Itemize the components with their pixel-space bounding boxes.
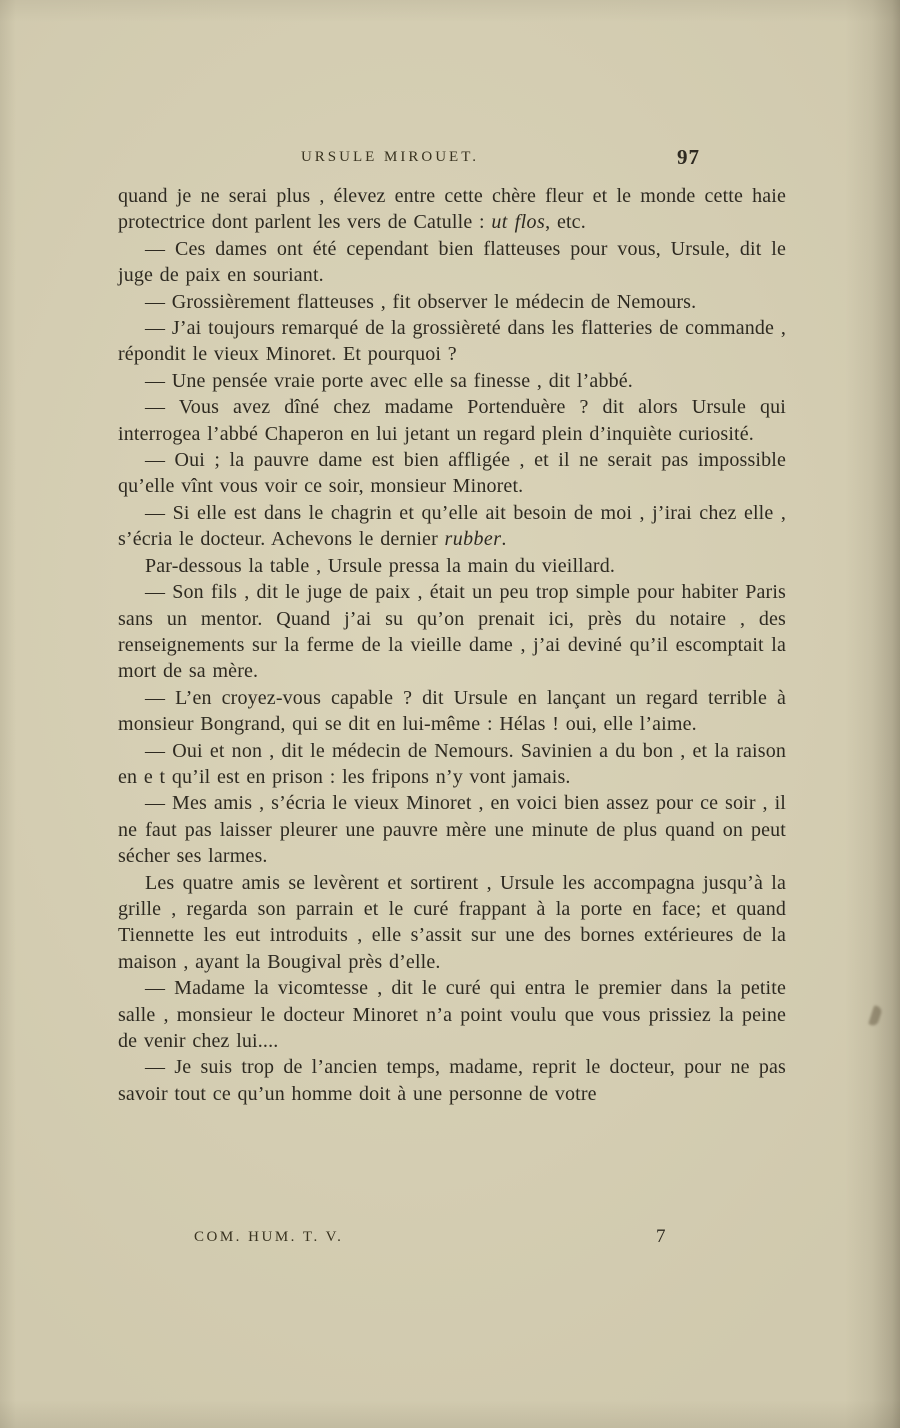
text-run: — J’ai toujours remarqué de la grossièreté dans les flatteries de commande , répondit le vieux Minoret. Et pourquoi ? xyxy=(118,317,786,366)
paragraph xyxy=(118,447,786,500)
text-run: Les quatre amis se levèrent et sortirent , Ursule les accompagna jusqu’à la grille , regarda son parrain et le curé frappant à la porte en face; et quand Tiennette les eut introduits , elle s’assit sur une des bornes extérieures de la maison , ayant la Bougival près d’elle. xyxy=(118,871,786,973)
paragraph xyxy=(118,553,786,579)
page-header xyxy=(118,145,786,181)
paragraph xyxy=(118,1054,786,1107)
paragraph xyxy=(118,368,786,394)
paragraph xyxy=(118,315,786,368)
printer-signature: COM. HUM. T. V. xyxy=(194,1229,344,1245)
paragraph xyxy=(118,394,786,447)
text-run: ut flos xyxy=(491,211,546,234)
page-number: 97 xyxy=(677,145,700,169)
text-run: . xyxy=(501,528,507,551)
page-footer xyxy=(118,1226,786,1256)
text-run: — Oui ; la pauvre dame est bien affligée , et il ne serait pas impossible qu’elle vînt vous voir ce soir, monsieur Minoret. xyxy=(118,449,786,498)
text-run: , etc. xyxy=(545,211,586,234)
paragraph xyxy=(118,790,786,869)
paragraph xyxy=(118,685,786,738)
text-run: — Je suis trop de l’ancien temps, madame, reprit le docteur, pour ne pas savoir tout ce qu’un homme doit à une personne de votre xyxy=(118,1056,786,1105)
running-title: URSULE MIROUET. xyxy=(300,149,480,165)
text-run: — Grossièrement flatteuses , fit observer le médecin de Nemours. xyxy=(145,290,697,313)
text-run: — Oui et non , dit le médecin de Nemours. Savinien a du bon , et la raison en e t qu’il est en prison : les fripons n’y vont jamais. xyxy=(118,739,786,788)
text-run: quand je ne serai plus , élevez entre cette chère fleur et le monde cette haie protectrice dont parlent les vers de Catulle : xyxy=(118,185,786,234)
paragraph xyxy=(118,579,786,685)
paragraph xyxy=(118,500,786,553)
paragraph xyxy=(118,738,786,791)
paragraph xyxy=(118,975,786,1054)
text-run: — Son fils , dit le juge de paix , était un peu trop simple pour habiter Paris sans un mentor. Quand j’ai su qu’on prenait ici, près du notaire , des renseignements sur la ferme de la vieille dame , j’ai deviné qu’il escomptait la mort de sa mère. xyxy=(118,581,786,683)
text-run: — Mes amis , s’écria le vieux Minoret , en voici bien assez pour ce soir , il ne faut pas laisser pleurer une pauvre mère une minute de plus quand on peut sécher ses larmes. xyxy=(118,792,786,868)
sheet-number: 7 xyxy=(656,1226,666,1247)
text-run: — Si elle est dans le chagrin et qu’elle ait besoin de moi , j’irai chez elle , s’écria le docteur. Achevons le dernier xyxy=(118,501,786,551)
page-body xyxy=(118,183,786,1107)
text-run: — Madame la vicomtesse , dit le curé qui entra le premier dans la petite salle , monsieur le docteur Minoret n’a point voulu que vous prissiez la peine de venir chez lui.... xyxy=(118,977,786,1052)
text-run: Par-dessous la table , Ursule pressa la main du vieillard. xyxy=(145,554,616,577)
text-run: — L’en croyez-vous capable ? dit Ursule en lançant un regard terrible à monsieur Bongrand, qui se dit en lui-même : Hélas ! oui, elle l’aime. xyxy=(118,686,786,736)
text-run: — Une pensée vraie porte avec elle sa finesse , dit l’abbé. xyxy=(145,369,633,392)
text-run: — Ces dames ont été cependant bien flatteuses pour vous, Ursule, dit le juge de paix en souriant. xyxy=(118,237,786,287)
text-run: — Vous avez dîné chez madame Portenduère ? dit alors Ursule qui interrogea l’abbé Chaperon en lui jetant un regard plein d’inquiète curiosité. xyxy=(118,396,786,445)
paragraph xyxy=(118,183,786,236)
paragraph xyxy=(118,236,786,289)
paragraph xyxy=(118,870,786,976)
text-run: rubber xyxy=(444,528,502,551)
paragraph xyxy=(118,289,786,315)
